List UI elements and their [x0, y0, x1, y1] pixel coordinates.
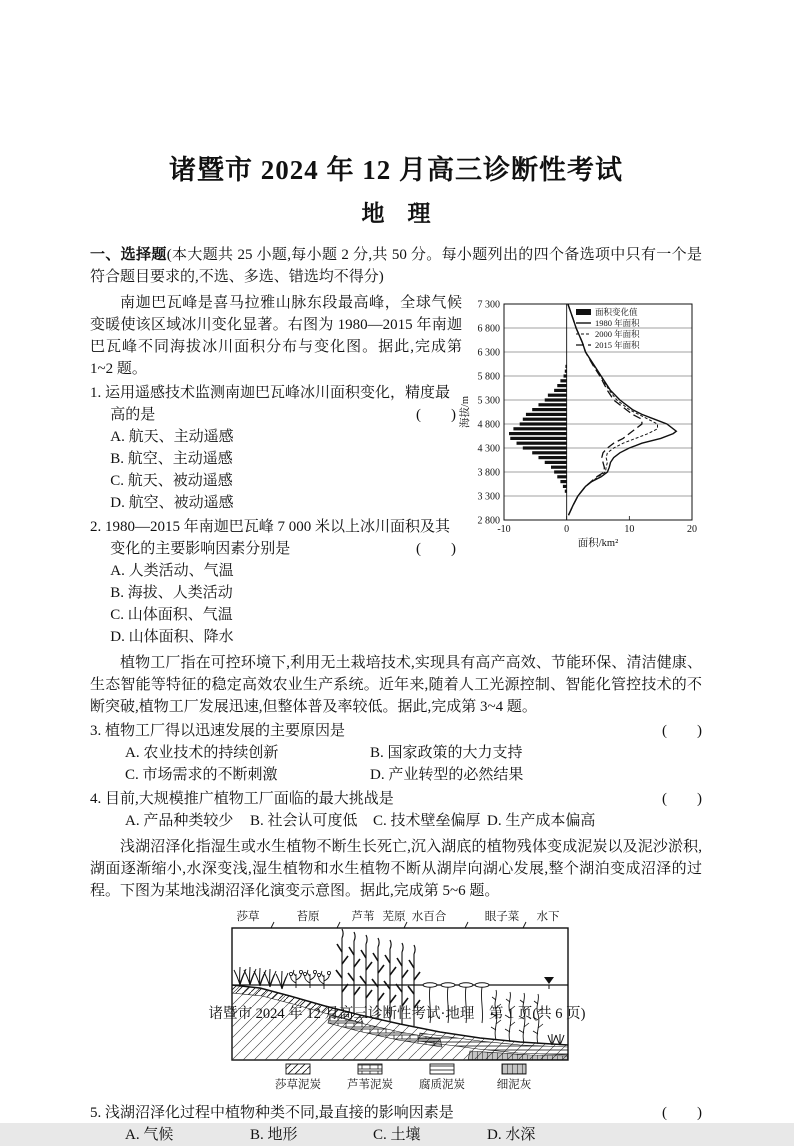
glacier-passage: 南迦巴瓦峰是喜马拉雅山脉东段最高峰，全球气候变暖使该区域冰川变化显著。右图为 1980—2015 年南迦巴瓦峰不同海拔冰川面积分布与变化图。据此,完成第 1~2 题。 — [90, 295, 462, 377]
zone-label-luwei: 芦苇 — [351, 911, 375, 923]
svg-text:2000 年面积: 2000 年面积 — [595, 329, 640, 339]
question-stem-text: 运用遥感技术监测南迦巴瓦峰冰川面积变化，精度最高的是 — [105, 385, 451, 423]
question-number: 1. — [90, 385, 102, 401]
zone-label-shuixia: 水下 — [536, 911, 560, 923]
subject-title: 地 理 — [361, 201, 431, 226]
legend-shacao-peat: 莎草泥炭 — [275, 1079, 321, 1091]
svg-text:4 800: 4 800 — [477, 419, 500, 431]
question-4-options — [125, 810, 702, 832]
question-stem-text: 4. 目前,大规模推广植物工厂面临的最大挑战是 — [90, 791, 394, 807]
option-c: C. 技术壁垒偏厚 — [373, 813, 481, 829]
svg-text:2015 年面积: 2015 年面积 — [595, 340, 640, 350]
option-d: D. 产业转型的必然结果 — [370, 767, 524, 783]
question-3-options — [125, 742, 702, 786]
legend-xinihui: 细泥灰 — [496, 1079, 532, 1091]
section-heading — [90, 244, 702, 288]
svg-text:20: 20 — [687, 524, 697, 535]
plant-factory-passage: 植物工厂指在可控环境下,利用无土栽培技术,实现具有高产高效、节能环保、清洁健康、生态智能等特征的稳定高效农业生产系统。近年来,随着人工光源控制、智能化管控技术的不断突破,植物工厂发展迅速,但整体普及率较低。据此,完成第 3~4 题。 — [90, 655, 702, 715]
option-d: D. 水深 — [487, 1127, 536, 1143]
svg-text:面积变化值: 面积变化值 — [595, 307, 638, 317]
legend-luwei-peat: 芦苇泥炭 — [347, 1079, 393, 1091]
question-1 — [90, 382, 462, 514]
svg-text:10: 10 — [624, 524, 635, 535]
svg-text:1980 年面积: 1980 年面积 — [595, 318, 640, 328]
question-2-options — [90, 560, 462, 648]
glacier-block — [90, 292, 702, 648]
option-d: D. 生产成本偏高 — [487, 813, 596, 829]
svg-text:3 800: 3 800 — [477, 467, 500, 479]
svg-text:0: 0 — [564, 524, 570, 535]
option-a: A. 人类活动、气温 — [110, 563, 234, 579]
svg-text:2 800: 2 800 — [477, 515, 500, 527]
peat-legend — [275, 1064, 532, 1091]
section-heading-rest: (本大题共 25 小题,每小题 2 分,共 50 分。每小题列出的四个备选项中只有一个是符合题目要求的,不选、多选、错选均不得分) — [90, 247, 702, 285]
swamp-passage: 浅湖沼泽化指湿生或水生植物不断生长死亡,沉入湖底的植物残体变成泥炭以及泥沙淤积,湖面逐渐缩小,水深变浅,湿生植物和水生植物不断从湖岸向湖心发展,整个湖泊变成沼泽的过程。下图为某地浅湖沼泽化演变示意图。据此,完成第 5~6 题。 — [90, 839, 702, 899]
option-c: C. 山体面积、气温 — [110, 607, 233, 623]
question-4-stem — [90, 788, 702, 810]
svg-text:4 300: 4 300 — [477, 443, 500, 455]
option-c: C. 航天、被动遥感 — [110, 473, 233, 489]
question-stem-text: 3. 植物工厂得以迅速发展的主要原因是 — [90, 723, 346, 739]
option-d: D. 航空、被动遥感 — [110, 495, 234, 511]
answer-bracket: ( ) — [662, 723, 702, 739]
question-number: 2. — [90, 519, 102, 535]
question-4 — [90, 788, 702, 832]
svg-text:6 800: 6 800 — [477, 323, 500, 335]
answer-bracket: ( ) — [416, 407, 456, 423]
page-title: 诸暨市 2024 年 12 月高三诊断性考试 — [169, 155, 623, 185]
glacier-area-chart — [458, 296, 702, 561]
question-5-options — [125, 1124, 702, 1146]
option-b: B. 国家政策的大力支持 — [370, 745, 523, 761]
question-3 — [90, 720, 702, 786]
question-stem-text: 5. 浅湖沼泽化过程中植物种类不同,最直接的影响因素是 — [90, 1105, 454, 1121]
zone-label-taiyuan: 苔原 — [296, 911, 320, 923]
option-a: A. 农业技术的持续创新 — [125, 745, 279, 761]
zone-label-shacao: 莎草 — [236, 911, 260, 923]
svg-text:5 800: 5 800 — [477, 371, 500, 383]
svg-text:-10: -10 — [497, 524, 511, 535]
svg-text:7 300: 7 300 — [477, 299, 500, 311]
option-a: A. 产品种类较少 — [125, 813, 234, 829]
page-footer: 诸暨市 2024 年 12 月高三诊断性考试·地理 第 1 页(共 6 页) — [208, 1006, 586, 1022]
question-2-stem — [90, 516, 462, 560]
question-3-stem — [90, 720, 702, 742]
zone-label-shuibaihe: 水百合 — [411, 911, 447, 923]
answer-bracket: ( ) — [662, 1105, 702, 1121]
zone-label-wuyuan: 芜原 — [382, 911, 406, 923]
option-b: B. 地形 — [250, 1127, 298, 1143]
question-1-options — [90, 426, 462, 514]
question-2 — [90, 516, 462, 648]
option-b: B. 海拔、人类活动 — [110, 585, 233, 601]
svg-text:5 300: 5 300 — [477, 395, 500, 407]
legend-fuzhi-peat: 腐质泥炭 — [419, 1079, 465, 1091]
question-5 — [90, 1102, 702, 1146]
zone-label-yanzicai: 眼子菜 — [484, 911, 520, 923]
svg-text:海拔/m: 海拔/m — [460, 395, 471, 429]
svg-text:3 300: 3 300 — [477, 491, 500, 503]
answer-bracket: ( ) — [416, 541, 456, 557]
glacier-chart-svg — [458, 296, 702, 556]
svg-text:面积/km²: 面积/km² — [577, 538, 619, 549]
option-c: C. 土壤 — [373, 1127, 421, 1143]
option-a: A. 气候 — [125, 1127, 174, 1143]
option-b: B. 航空、主动遥感 — [110, 451, 233, 467]
option-a: A. 航天、主动遥感 — [110, 429, 234, 445]
svg-text:6 300: 6 300 — [477, 347, 500, 359]
option-d: D. 山体面积、降水 — [110, 629, 234, 645]
option-b: B. 社会认可度低 — [250, 813, 358, 829]
question-5-stem — [90, 1102, 702, 1124]
answer-bracket: ( ) — [662, 791, 702, 807]
question-1-stem — [90, 382, 462, 426]
question-stem-text: 1980—2015 年南迦巴瓦峰 7 000 米以上冰川面积及其变化的主要影响因素分别是 — [105, 519, 451, 557]
glacier-left-column — [90, 292, 462, 648]
page-content — [90, 148, 702, 1146]
section-heading-bold: 一、选择题 — [90, 247, 167, 263]
option-c: C. 市场需求的不断刺激 — [125, 767, 278, 783]
